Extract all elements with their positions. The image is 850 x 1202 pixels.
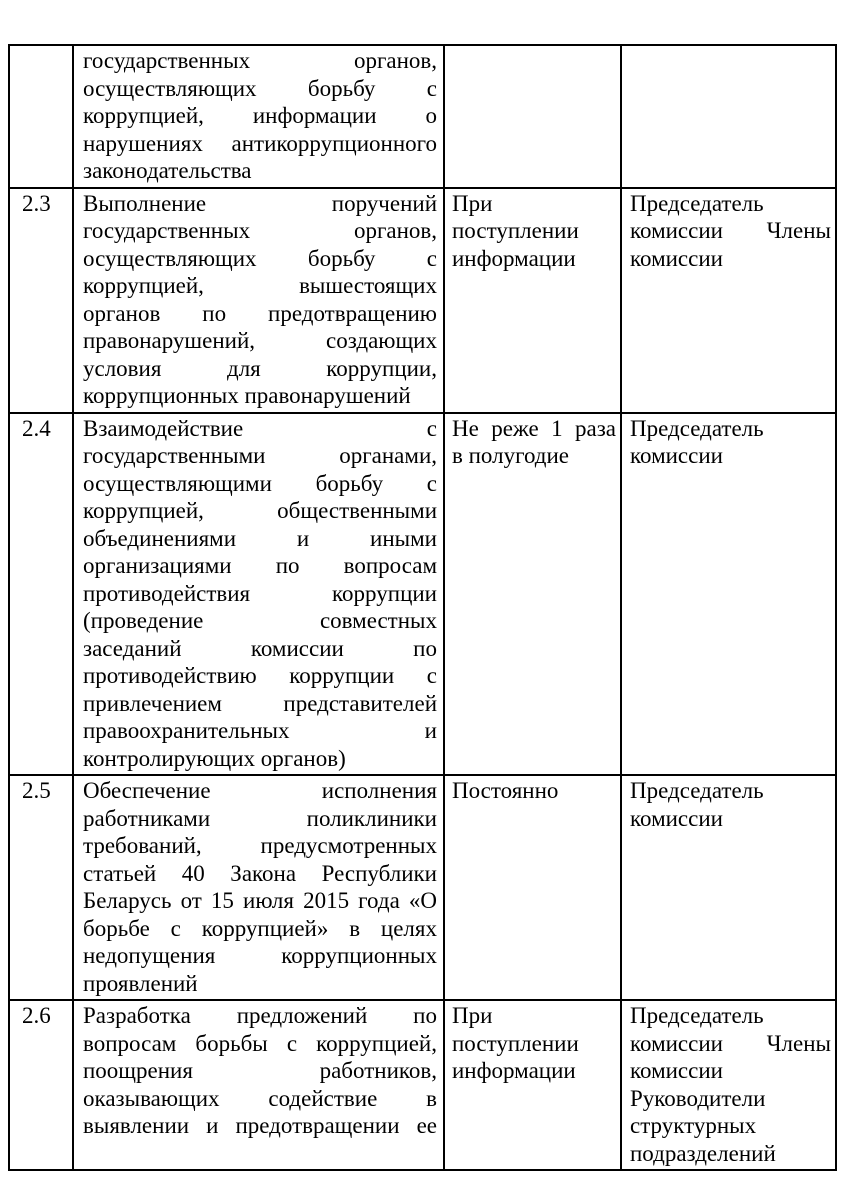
row-number: 2.5 [22, 778, 51, 803]
timing-cell [444, 1000, 621, 1170]
activity-cell-line: (проведение совместных [83, 608, 437, 633]
row-number: 2.3 [22, 190, 51, 216]
responsible-cell [621, 413, 836, 776]
activity-cell-line: статьей 40 Закона Республики [83, 860, 437, 886]
table-row [9, 1000, 836, 1170]
activity-cell-line: недопущения коррупционных [83, 943, 437, 968]
timing-cell-line: Постоянно [452, 778, 559, 803]
activity-cell-line: правоохранительных и [83, 718, 437, 743]
timing-cell-line: При [452, 190, 493, 216]
activity-cell-line: требований, предусмотренных [83, 833, 437, 858]
responsible-cell-line: комиссии [630, 443, 723, 468]
activity-cell-line: государственных органов, [83, 48, 437, 73]
timing-cell-line: в полугодие [452, 443, 570, 468]
timing-cell-line: Не реже 1 раза [452, 415, 616, 441]
timing-cell [444, 45, 621, 188]
activity-cell-line: осуществляющих борьбу с [83, 75, 437, 101]
responsible-cell-line: Председатель [630, 415, 764, 441]
activity-cell-line: противодействию коррупции с [83, 663, 437, 688]
timing-cell-line: поступлении [452, 1030, 579, 1056]
activity-cell-line: Беларусь от 15 июля 2015 года «О [83, 888, 437, 913]
activity-cell-line: Разработка предложений по [83, 1003, 437, 1028]
timing-cell [444, 188, 621, 413]
activity-cell-line: осуществляющих борьбу с [83, 245, 437, 271]
responsible-cell-line: комиссии Члены [630, 1030, 831, 1056]
responsible-cell [621, 188, 836, 413]
activity-cell-line: условия для коррупции, [83, 355, 437, 381]
activity-cell-line: коррупцией, вышестоящих [83, 273, 437, 298]
activity-cell [73, 413, 444, 776]
timing-cell-line: информации [452, 1058, 576, 1083]
activity-cell-line: правонарушений, создающих [83, 328, 437, 353]
table-row [9, 188, 836, 413]
activity-cell-line: организациями по вопросам [83, 553, 437, 578]
row-number-cell [9, 188, 73, 413]
activity-cell-line: Обеспечение исполнения [83, 778, 437, 803]
activity-cell-line: коррупцией, общественными [83, 498, 437, 523]
activity-cell [73, 775, 444, 1000]
table-row [9, 45, 836, 188]
timing-cell-line: поступлении [452, 218, 579, 243]
activity-cell-line: объединениями и иными [83, 525, 437, 551]
activity-cell-line: выявлении и предотвращении ее [83, 1113, 437, 1138]
timing-cell [444, 775, 621, 1000]
responsible-cell-line: комиссии [630, 245, 723, 271]
timing-cell [444, 413, 621, 776]
anticorruption-plan-table [8, 44, 837, 1171]
activity-cell-line: противодействия коррупции [83, 580, 437, 606]
row-number: 2.4 [22, 415, 51, 441]
row-number-cell [9, 413, 73, 776]
table-row [9, 775, 836, 1000]
timing-cell-line: При [452, 1003, 493, 1028]
activity-cell-line: заседаний комиссии по [83, 635, 437, 661]
activity-cell-line: поощрения работников, [83, 1058, 437, 1083]
activity-cell-line: законодательства [83, 158, 252, 183]
activity-cell-line: борьбе с коррупцией» в целях [83, 915, 437, 941]
activity-cell [73, 1000, 444, 1170]
activity-cell-line: контролирующих органов) [83, 745, 346, 771]
row-number-cell [9, 1000, 73, 1170]
responsible-cell-line: Руководители [630, 1085, 766, 1111]
responsible-cell-line: Председатель [630, 190, 764, 216]
responsible-cell [621, 45, 836, 188]
activity-cell-line: осуществляющими борьбу с [83, 470, 437, 496]
table-body [9, 45, 836, 1170]
activity-cell-line: проявлений [83, 970, 198, 996]
responsible-cell-line: комиссии [630, 805, 723, 831]
activity-cell [73, 45, 444, 188]
responsible-cell-line: структурных [630, 1113, 757, 1138]
activity-cell-line: вопросам борьбы с коррупцией, [83, 1030, 437, 1056]
activity-cell-line: Взаимодействие с [83, 415, 437, 441]
activity-cell-line: работниками поликлиники [83, 805, 437, 831]
activity-cell-line: нарушениях антикоррупционного [83, 130, 437, 156]
row-number-cell [9, 775, 73, 1000]
activity-cell-line: привлечением представителей [83, 690, 437, 716]
activity-cell-line: коррупционных правонарушений [83, 383, 411, 408]
row-number: 2.6 [22, 1003, 51, 1028]
responsible-cell-line: подразделений [630, 1140, 776, 1166]
activity-cell-line: государственными органами, [83, 443, 437, 468]
responsible-cell-line: комиссии [630, 1058, 723, 1083]
responsible-cell-line: Председатель [630, 1003, 764, 1028]
activity-cell-line: оказывающих содействие в [83, 1085, 437, 1111]
activity-cell-line: государственных органов, [83, 218, 437, 243]
activity-cell-line: Выполнение поручений [83, 190, 437, 216]
activity-cell-line: коррупцией, информации о [83, 103, 437, 128]
responsible-cell-line: Председатель [630, 778, 764, 803]
table-row [9, 413, 836, 776]
responsible-cell [621, 1000, 836, 1170]
row-number-cell [9, 45, 73, 188]
activity-cell-line: органов по предотвращению [83, 300, 437, 326]
responsible-cell [621, 775, 836, 1000]
timing-cell-line: информации [452, 245, 576, 271]
responsible-cell-line: комиссии Члены [630, 218, 831, 243]
activity-cell [73, 188, 444, 413]
